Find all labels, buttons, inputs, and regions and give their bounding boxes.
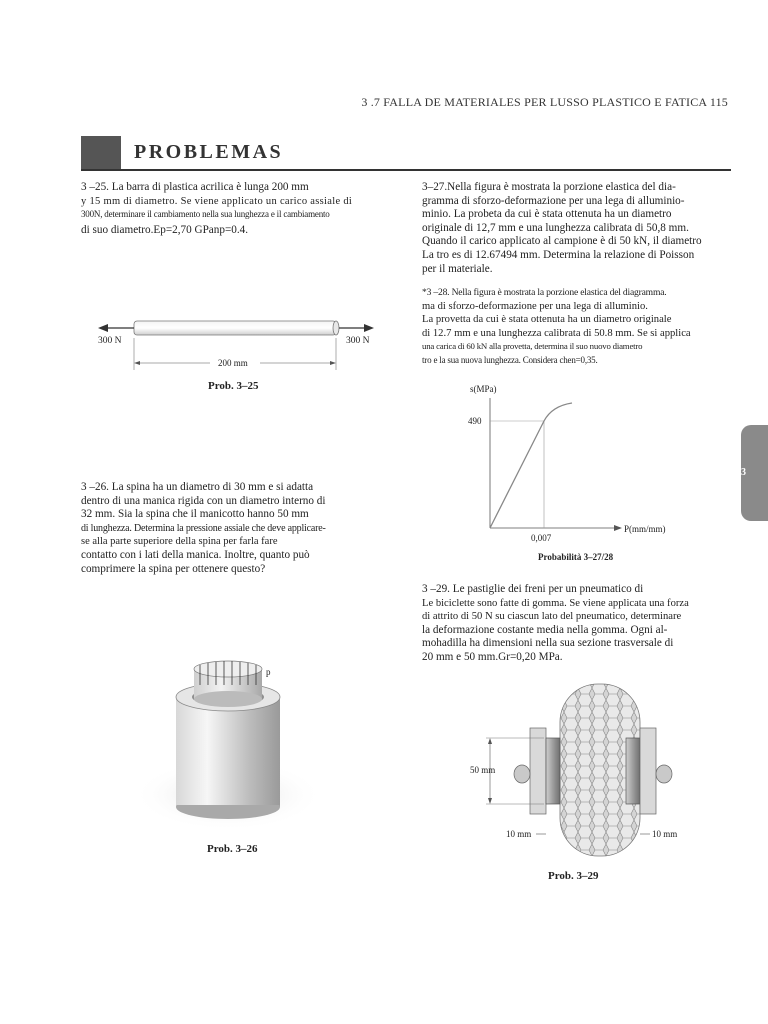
running-header (361, 95, 728, 110)
stress-strain-diagram (462, 378, 722, 568)
pin-sleeve-figure (130, 655, 330, 835)
brake-pad-figure (466, 682, 706, 862)
plastic-bar (134, 321, 336, 335)
problem-line: Le biciclette sono fatte di gomma. Se viene applicata una forza (422, 597, 689, 609)
section-rule (81, 169, 731, 171)
problem-line: 3 –26. La spina ha un diametro di 30 mm e si adatta (81, 481, 314, 493)
right-bolt (656, 765, 672, 783)
problem-3-27 (422, 181, 732, 276)
problem-line: originale di 12,7 mm e una lunghezza calibrata di 50,8 mm. (422, 221, 689, 234)
left-bolt (514, 765, 530, 783)
problem-line: La tro es di 12.67494 mm. Determina la relazione di Poisson (422, 248, 695, 261)
chapter-tab (741, 425, 768, 521)
problem-line: 300N, determinare il cambiamento nella sua lunghezza e il cambiamento (81, 209, 330, 220)
problem-line: di suo diametro.Ep=2,70 GPanp=0.4. (81, 223, 249, 236)
pressure-label: p (266, 667, 271, 677)
problem-line: y 15 mm di diametro. Se viene applicato un carico assiale di (81, 195, 353, 207)
problem-line: contatto con i lati della manica. Inoltre, quanto può (81, 548, 310, 561)
problem-line: *3 –28. Nella figura è mostrata la porzione elastica del diagramma. (422, 287, 667, 298)
problem-line: gramma di sforzo-deformazione per una lega di alluminio- (422, 194, 685, 207)
problem-line: Quando il carico applicato al campione è di 50 kN, il diametro (422, 235, 702, 248)
problem-line: comprimere la spina per ottenere questo? (81, 562, 266, 575)
problem-line: se alla parte superiore della spina per farla fare (81, 536, 278, 548)
problem-line: dentro di una manica rigida con un diametro interno di (81, 494, 326, 507)
left-brake-pad (546, 738, 560, 804)
left-thickness-dimension: 10 mm (506, 829, 532, 839)
section-title: PROBLEMAS (134, 141, 284, 163)
problem-3-29 (422, 583, 732, 665)
problem-line: 32 mm. Sia la spina che il manicotto hanno 50 mm (81, 508, 309, 521)
problem-line: di attrito di 50 N su ciascun lato del pneumatico, determinare (422, 611, 682, 623)
problem-line: 3–27.Nella figura è mostrata la porzione elastica del dia- (422, 181, 676, 193)
stress-strain-curve (490, 403, 572, 528)
problem-line: 20 mm e 50 mm.Gr=0,20 MPa. (422, 650, 563, 663)
running-title: 3 .7 FALLA DE MATERIALES PER LUSSO PLASTICO E FATICA (361, 95, 707, 109)
left-caliper (530, 728, 546, 814)
problem-3-25 (81, 181, 381, 237)
problem-line: ma di sforzo-deformazione per una lega di alluminio. (422, 300, 648, 312)
right-caliper (640, 728, 656, 814)
caption-3-25: Prob. 3–25 (208, 380, 259, 392)
problem-line: mohadilla ha dimensioni nella sua sezione trasversale di (422, 637, 674, 650)
height-dimension: 50 mm (470, 765, 496, 775)
y-tick-label: 490 (468, 416, 482, 426)
problem-line: una carica di 60 kN alla provetta, determina il suo nuovo diametro (422, 341, 643, 352)
page-number: 115 (709, 95, 728, 109)
problem-line: minio. La probeta da cui è stata ottenuta ha un diametro (422, 208, 672, 221)
problem-3-26 (81, 481, 381, 576)
right-force-label: 300 N (346, 336, 370, 346)
problem-line: La provetta da cui è stata ottenuta ha un diametro originale (422, 314, 672, 326)
bar-figure (90, 310, 390, 390)
right-brake-pad (626, 738, 640, 804)
length-dimension: 200 mm (218, 358, 248, 368)
chapter-tab-label: 3 (741, 467, 746, 478)
problem-line: tro e la sua nuova lunghezza. Considera chen=0,35. (422, 354, 598, 365)
caption-3-27-28: Probabilità 3–27/28 (538, 552, 614, 562)
caption-3-29: Prob. 3–29 (548, 870, 599, 882)
caption-3-26: Prob. 3–26 (207, 843, 258, 855)
y-axis-label: s(MPa) (470, 384, 497, 394)
x-tick-label: 0,007 (531, 533, 552, 543)
problem-3-28 (422, 286, 732, 368)
problem-line: di 12.7 mm e una lunghezza calibrata di 50.8 mm. Se si applica (422, 327, 691, 339)
problem-line: 3 –25. La barra di plastica acrilica è lunga 200 mm (81, 181, 309, 193)
problem-line: di lunghezza. Determina la pressione assiale che deve applicare- (81, 522, 326, 534)
problem-line: la deformazione costante media nella gomma. Ogni al- (422, 623, 668, 636)
problem-line: per il materiale. (422, 262, 493, 275)
problem-line: 3 –29. Le pastiglie dei freni per un pneumatico di (422, 583, 644, 595)
section-marker (81, 136, 121, 170)
x-axis-label: P(mm/mm) (624, 524, 666, 534)
right-thickness-dimension: 10 mm (652, 829, 678, 839)
left-force-label: 300 N (98, 336, 122, 346)
